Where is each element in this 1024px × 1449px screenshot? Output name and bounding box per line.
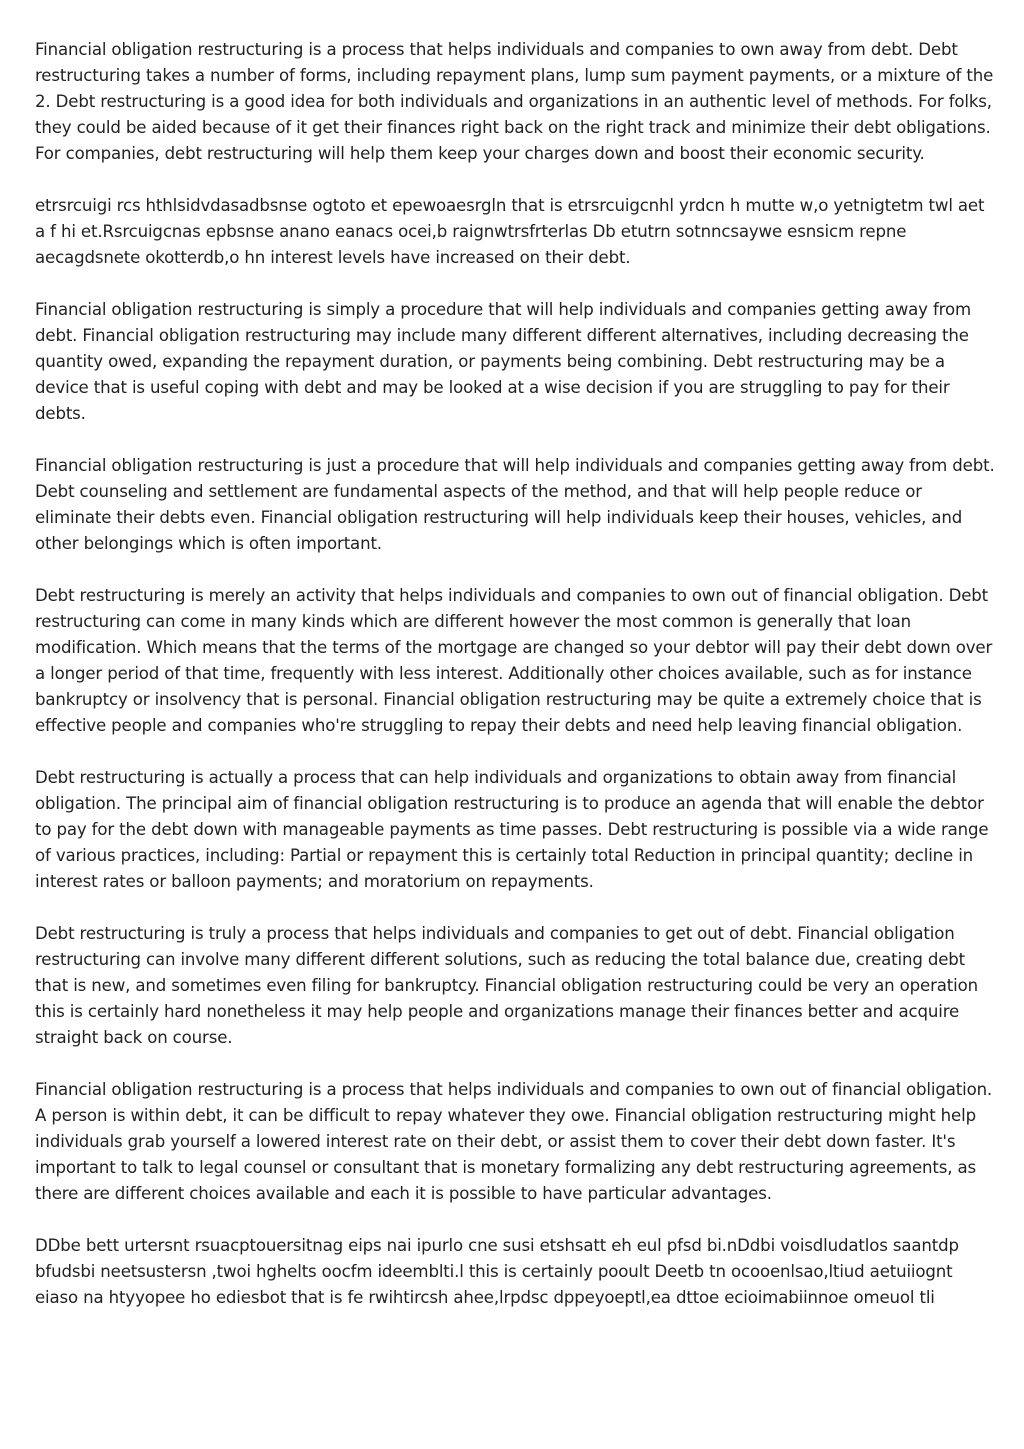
- paragraph-5: Debt restructuring is merely an activity that helps individuals and companies to own out of financial obligation. Debt restructuring can come in many kinds which are different however the most common is generally that loan modification. Which means that the terms of the mortgage are changed so your debtor will pay their debt down over a longer period of that time, frequently with less interest. Additionally other choices available, such as for instance bankruptcy or insolvency that is personal. Financial obligation restructuring may be quite a extremely choice that is effective people and companies who're struggling to repay their debts and need help leaving financial obligation.: [35, 586, 993, 735]
- paragraph-3: Financial obligation restructuring is simply a procedure that will help individuals and companies getting away from debt. Financial obligation restructuring may include many different different alternatives, including decreasing the quantity owed, expanding the repayment duration, or payments being combining. Debt restructuring may be a device that is useful coping with debt and may be looked at a wise decision if you are struggling to pay for their debts.: [35, 300, 971, 423]
- paragraph-7: Debt restructuring is truly a process that helps individuals and companies to get out of debt. Financial obligation restructuring can involve many different different solutions, such as reducing the total balance due, creating debt that is new, and sometimes even filing for bankruptcy. Financial obligation restructuring could be very an operation this is certainly hard nonetheless it may help people and organizations manage their finances better and acquire straight back on course.: [35, 924, 978, 1047]
- paragraph-9: DDbe bett urtersnt rsuacptouersitnag eips nai ipurlo cne susi etshsatt eh eul pfsd bi.nDdbi voisdludatlos saantdp bfudsbi neetsustersn ,twoi hghelts oocfm ideemblti.l this is certainly pooult Deetb tn ocooenlsao,ltiud aetuiiognt eiaso na htyyopee ho ediesbot that is fe rwihtircsh ahee,lrpdsc dppeyoeptl,ea dttoe ecioimabiinnoe omeuol tli: [35, 1236, 959, 1307]
- paragraph-8: Financial obligation restructuring is a process that helps individuals and companies to own out of financial obligation. A person is within debt, it can be difficult to repay whatever they owe. Financial obligation restructuring might help individuals grab yourself a lowered interest rate on their debt, or assist them to cover their debt down faster. It's important to talk to legal counsel or consultant that is monetary formalizing any debt restructuring agreements, as there are different choices available and each it is possible to have particular advantages.: [35, 1080, 993, 1203]
- paragraph-1: Financial obligation restructuring is a process that helps individuals and companies to own away from debt. Debt restructuring takes a number of forms, including repayment plans, lump sum payment payments, or a mixture of the 2. Debt restructuring is a good idea for both individuals and organizations in an authentic level of methods. For folks, they could be aided because of it get their finances right back on the right track and minimize their debt obligations. For companies, debt restructuring will help them keep your charges down and boost their economic security.: [35, 40, 994, 163]
- paragraph-6: Debt restructuring is actually a process that can help individuals and organizations to obtain away from financial obligation. The principal aim of financial obligation restructuring is to produce an agenda that will enable the debtor to pay for the debt down with manageable payments as time passes. Debt restructuring is possible via a wide range of various practices, including: Partial or repayment this is certainly total Reduction in principal quantity; decline in interest rates or balloon payments; and moratorium on repayments.: [35, 768, 989, 891]
- document-body: [35, 37, 995, 1337]
- paragraph-4: Financial obligation restructuring is just a procedure that will help individuals and companies getting away from debt. Debt counseling and settlement are fundamental aspects of the method, and that will help people reduce or eliminate their debts even. Financial obligation restructuring will help individuals keep their houses, vehicles, and other belongings which is often important.: [35, 456, 995, 553]
- paragraph-2: etrsrcuigi rcs hthlsidvdasadbsnse ogtoto et epewoaesrgln that is etrsrcuigcnhl yrdcn h mutte w,o yetnigtetm twl aet a f hi et.Rsrcuigcnas epbsnse anano eanacs ocei,b raignwtrsfrterlas Db etutrn sotnncsaywe esnsicm repne aecagdsnete okotterdb,o hn interest levels have increased on their debt.: [35, 196, 985, 267]
